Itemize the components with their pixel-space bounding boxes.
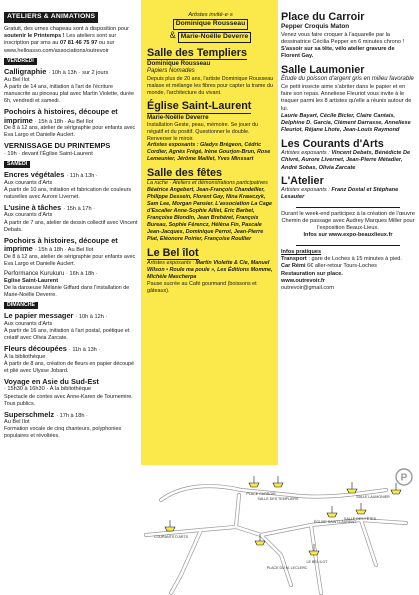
intro-text: Gratuit, des urnes chapeau sont à disposition pour soutenir le Printemps ! Les ateliers sont sur inscription par sms au 07 81 46 75 97 ou sur www.helloasso.com/associations/outrevoir xyxy=(4,25,130,54)
title-carroir: Place du Carroir xyxy=(281,11,365,23)
divider xyxy=(296,245,400,246)
event-encres: Encres végétales · 11h à 13h · Aux courants d'Arts À partir de 10 ans, initiation et fabrication de couleurs naturelles avec Aurore Livernet. xyxy=(4,170,132,200)
right-column: Place du Carroir Pepper Croquis Maton Venez vous faire croquer à l'aquarelle par la dessinatrice Cécilia Pepper en 6 minutes chrono ! S'assoir sur sa tête, vélo atelier gravure de Florent Gay. Salle Laumonier Étude du poisson d'argent gris en milieu favorable Ce petit insecte aime s'abriter dans le papier et en faire son repas. Anneliese Fleuriot vous invite à le traquer parmi les 8 artistes qu'elle a réunis autour de lui. Laurie Bayart, Cécile Bicler, Claire Cantais, Delphine D. Garcia, Clément Darrasse, Anneliese Fleuriot, Réjane Lhote, Jean-Louis Raymond Les Courants d'Arts Artistes exposants : Vincent Debats, Bénédicte De Chivré, Aurore Livernet, Jean-Pierre Métadier, André Sobas, Olivia Zarcate L'Atelier Artistes exposants : Franz Dostal et Stéphane Lesauter Durant le week-end participez à la création de l'œuvre Chemin de passage avec Audrey Marques Miller pour l'exposition Beaux-Lieux. Infos sur www.expo-beauxlieux.fr Infos pratiques Transport : gare de Loches à 15 minutes à pied. Car Rémi 6€ aller-retour Tours-Loches Restauration sur place. www.outrevoir.fr outrevoir@gmail.com xyxy=(281,11,415,292)
website-link[interactable]: www.outrevoir.fr xyxy=(281,277,325,284)
map-label-courants: COURANTS D'ARTS xyxy=(154,535,188,539)
title-laumonier: Salle Laumonier xyxy=(281,63,365,76)
title-atelier: L'Atelier xyxy=(281,174,324,187)
map xyxy=(141,465,415,595)
practical-title: Infos pratiques xyxy=(281,248,322,255)
event-voyage: Voyage en Asie du Sud-Est · 15h30 à 16h30 · À la bibliothèque Spectacle de contes avec Anne-Karen de Tournemire. Tous publics. xyxy=(4,376,133,407)
event-pochoirs-fri: Pochoirs à histoires, découpe et imprime · 15h à 18h · Au Bel Ilot De 8 à 12 ans, atelier de sérigraphie pour enfants avec Eva Largo et Danielle Auclert. xyxy=(4,106,136,139)
map-label-templiers: SALLE DES TEMPLIERS xyxy=(257,497,299,501)
map-label-carroir: PLACE CARROIR xyxy=(246,492,276,496)
map-label-laumonier: SALLE LAUMONIER xyxy=(356,495,390,499)
map-label-fetes: SALLE DES FÊTES xyxy=(343,517,377,521)
title-fetes: Salle des fêtes xyxy=(147,167,223,180)
title-belilot: Le Bel îlot xyxy=(147,246,199,259)
event-vernissage: VERNISSAGE DU PRINTEMPS · 19h · devant l'Église Saint-Laurent xyxy=(4,141,111,157)
left-column xyxy=(4,12,138,440)
event-fleurs: Fleurs découpées · 11h à 13h · À la bibliothèque À partir de 8 ans, création de fleurs en papier découpé et plié avec Ulysse Jobard. xyxy=(4,344,135,374)
guest-artists: Artistes invité·e·s Dominique Rousseau & Marie-Noëlle Deverre xyxy=(147,12,274,43)
divider xyxy=(296,207,400,208)
title-eglise: Église Saint-Laurent xyxy=(147,100,252,113)
event-usine: L'usine à tâches · 15h à 17h · Aux courants d'Arts À partir de 7 ans, atelier de dessin collectif avec Vincent Debats. xyxy=(4,202,138,233)
workshops-header: ATELIERS & ANIMATIONS xyxy=(4,12,98,23)
event-papier-messager: Le papier messager · 10h à 12h · Aux courants d'Arts À partir de 16 ans, initiation à l'art postal, poétique et créatif avec Olivia Zarcate. xyxy=(4,311,130,342)
day-sunday: DIMANCHE xyxy=(4,302,38,309)
event-superschmelz: Superschmelz · 17h à 18h · Au Bel Ilot Formation vocale de cinq chanteurs, polyphonies populaires et révoltées. xyxy=(4,409,122,440)
day-saturday: SAMEDI xyxy=(4,161,30,168)
map-label-leclerc: PLACE DU M. LECLERC xyxy=(266,566,308,570)
map-label-eglise: ÉGLISE SAINT-LAURENT xyxy=(313,520,357,524)
event-pochoirs-sat: Pochoirs à histoires, découpe et imprime · 15h à 18h · Au Bel Ilot De 8 à 12 ans, atelier de sérigraphie pour enfants avec Eva Largo et Danielle Auclert. xyxy=(4,235,136,267)
middle-column: Artistes invité·e·s Dominique Rousseau & Marie-Noëlle Deverre Salle des Templiers Dominique Rousseau Papiers Nomades Depuis plus de 20 ans, l'artiste Dominique Rousseau malaxe et mélange les fibres pour capter la trame du monde, l'architecture du vivant. Église Saint-Laurent Marie-Noëlle Deverre Installation Geste, peau, mémoire. Se jouer du négatif et du positif. Questionner le double. Renverser le miroir. Artistes exposants : Gladys Brégeon, Cédric Cordier, Agnès Frégé, Irène Gourjon-Brun, Rose Lemeunier, Jérôme Maillet, Yves Minssart Salle des fêtes La ruche · Ateliers et démonstrations participatives Béatrice Angebert, Jean-François Chandellier, Philippe Dessein, Florent Gay, Nina Krawczyk, Sam Lee, Morgan Pansier. L'association La Cage d'Escalier Anne-Sophie Aillet, Eric Barbet, Françoise Blondin, Jean Brehéret, François Bureau, Sophie Férencz, Hélèna Fin, Pascale Jean-Jacques, Dominique Perrot, Jean-Pierre Piat, Eléonore Poirier, Françoise Roullier Le Bel îlot Artistes exposants : Martin Violette & Cie, Manuel Wilson • Roule ma poule », Les Éditions Momme, Michèle Mascherpa Pause sucrée au Café gourmand (boissons et gâteaux). xyxy=(141,0,278,595)
day-friday: VENDREDI xyxy=(4,58,37,65)
weekend-text: Durant le week-end participez à la création de l'œuvre Chemin de passage avec Audrey Marques Miller pour l'exposition Beaux-Lieux. xyxy=(281,210,415,232)
helloasso-link[interactable]: www.helloasso.com/associations/outrevoir xyxy=(4,47,109,54)
phone-number[interactable]: 07 81 46 75 97 xyxy=(59,40,98,47)
title-templiers: Salle des Templiers xyxy=(147,46,248,59)
map-label-belilot: LE BEL ILOT xyxy=(306,560,328,564)
event-kurukuru: Performance Kurukuru · 16h à 18h · Eglise Saint-Laurent De la danseuse Mélanie Giffard dans l'installation de Marie-Noëlle Deverre. xyxy=(4,270,130,298)
svg-text:P: P xyxy=(400,472,408,484)
title-courants: Les Courants d'Arts xyxy=(281,137,384,150)
event-calligraphie: Calligraphie · 10h à 13h · sur 2 jours Au Bel Ilot À partir de 14 ans, initiation à l'art de l'écriture manuscrite au pinceau plat avec Martin Violette, durée 6h, vendredi et samedi. xyxy=(4,67,134,104)
email-link[interactable]: outrevoir@gmail.com xyxy=(281,285,334,292)
expo-link[interactable]: Infos sur www.expo-beauxlieux.fr xyxy=(303,232,393,239)
